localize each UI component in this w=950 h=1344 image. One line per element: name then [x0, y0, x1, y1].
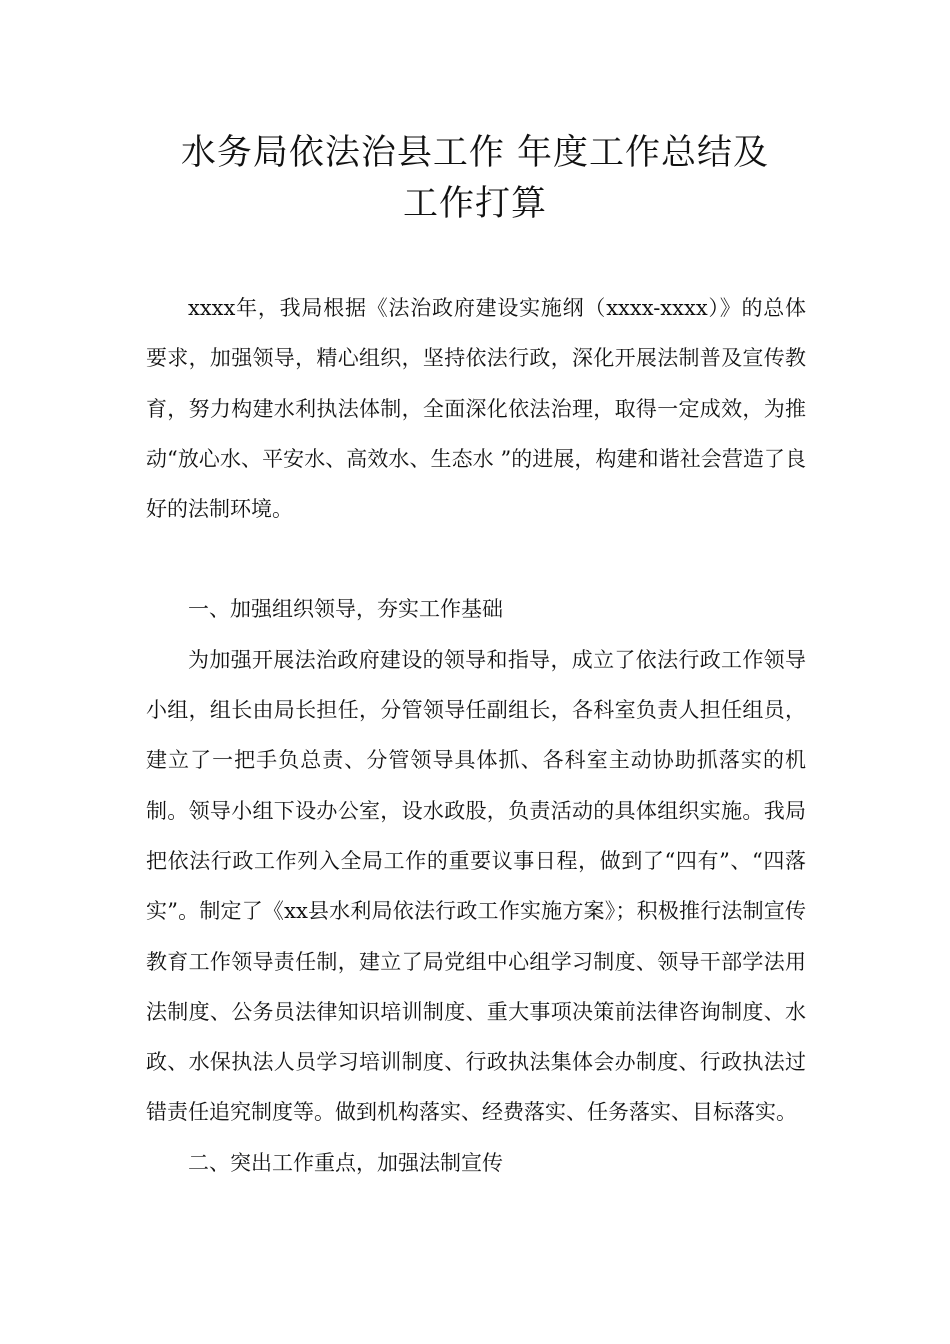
- document-body: [146, 283, 806, 1188]
- section-1-paragraph: 为加强开展法治政府建设的领导和指导，成立了依法行政工作领导小组，组长由局长担任，分管领导任副组长，各科室负责人担任组员，建立了一把手负总责、分管领导具体抓、各科室主动协助抓落实的机制。领导小组下设办公室，设水政股，负责活动的具体组织实施。我局把依法行政工作列入全局工作的重要议事日程，做到了“四有”、“四落实”。制定了《xx县水利局依法行政工作实施方案》；积极推行法制宣传教育工作领导责任制，建立了局党组中心组学习制度、领导干部学法用法制度、公务员法律知识培训制度、重大事项决策前法律咨询制度、水政、水保执法人员学习培训制度、行政执法集体会办制度、行政执法过错责任追究制度等。做到机构落实、经费落实、任务落实、目标落实。: [146, 647, 806, 1125]
- title-line-2: 工作打算: [402, 184, 547, 224]
- paragraph-spacer: [146, 534, 806, 584]
- intro-paragraph: xxxx年，我局根据《法治政府建设实施纲（xxxx-xxxx）》的总体要求，加强领导，精心组织，坚持依法行政，深化开展法制普及宣传教育，努力构建水利执法体制，全面深化依法治理，取得一定成效，为推动“放心水、平安水、高效水、生态水 ”的进展，构建和谐社会营造了良好的法制环境。: [146, 296, 806, 522]
- document-title: [120, 128, 830, 230]
- section-1-heading: 一、加强组织领导，夯实工作基础: [188, 597, 503, 622]
- title-line-1: 水务局依法治县工作 年度工作总结及: [180, 133, 770, 173]
- section-2-heading: 二、突出工作重点，加强法制宣传: [188, 1150, 503, 1175]
